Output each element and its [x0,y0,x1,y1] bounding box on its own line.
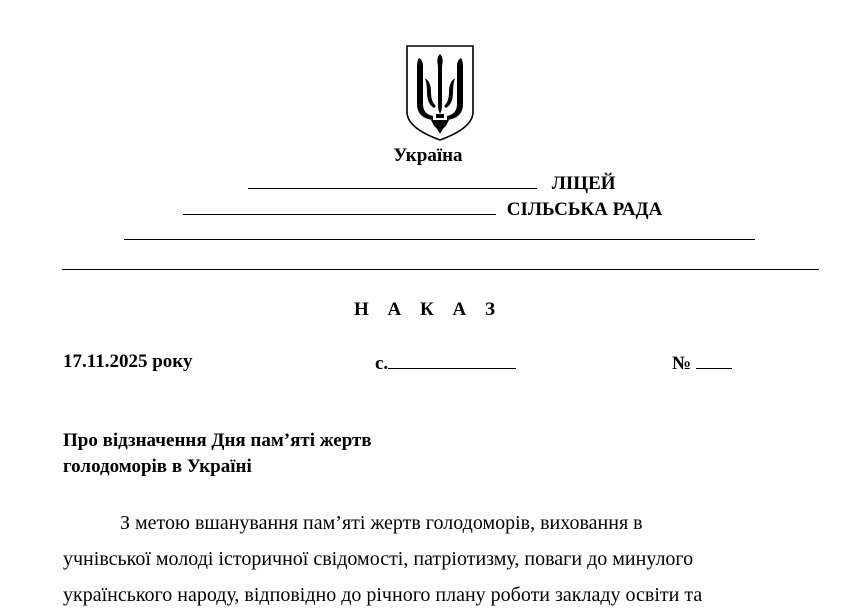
header-divider [62,269,819,270]
country-name: Україна [393,145,463,166]
order-subject [63,428,563,480]
place-prefix: с. [375,353,389,374]
council-name-line [183,196,662,222]
document-title: Н А К А З [353,299,503,320]
council-name-blank [183,196,496,215]
body-line: З метою вшанування пам’яті жертв голодоморів, виховання в [120,512,643,534]
school-name-blank [248,170,537,189]
number-prefix: № [672,353,692,374]
council-type-label: СІЛЬСЬКА РАДА [506,199,663,220]
trident-emblem-icon [405,44,475,142]
body-line: учнівської молоді історичної свідомості, патріотизму, поваги до минулого [63,548,694,570]
subject-line: голодоморів в Україні [63,456,252,477]
school-name-line [248,170,616,196]
order-place [375,350,516,376]
place-blank [388,350,516,369]
order-number [672,350,732,376]
order-date: 17.11.2025 року [63,351,193,372]
school-type-label: ЛІЦЕЙ [551,173,616,194]
body-line: українського народу, відповідно до річного плану роботи закладу освіти та [63,584,703,606]
address-blank-line [124,239,755,240]
order-body [63,505,793,613]
number-blank [696,350,732,369]
subject-line: Про відзначення Дня пам’яті жертв [63,430,372,451]
